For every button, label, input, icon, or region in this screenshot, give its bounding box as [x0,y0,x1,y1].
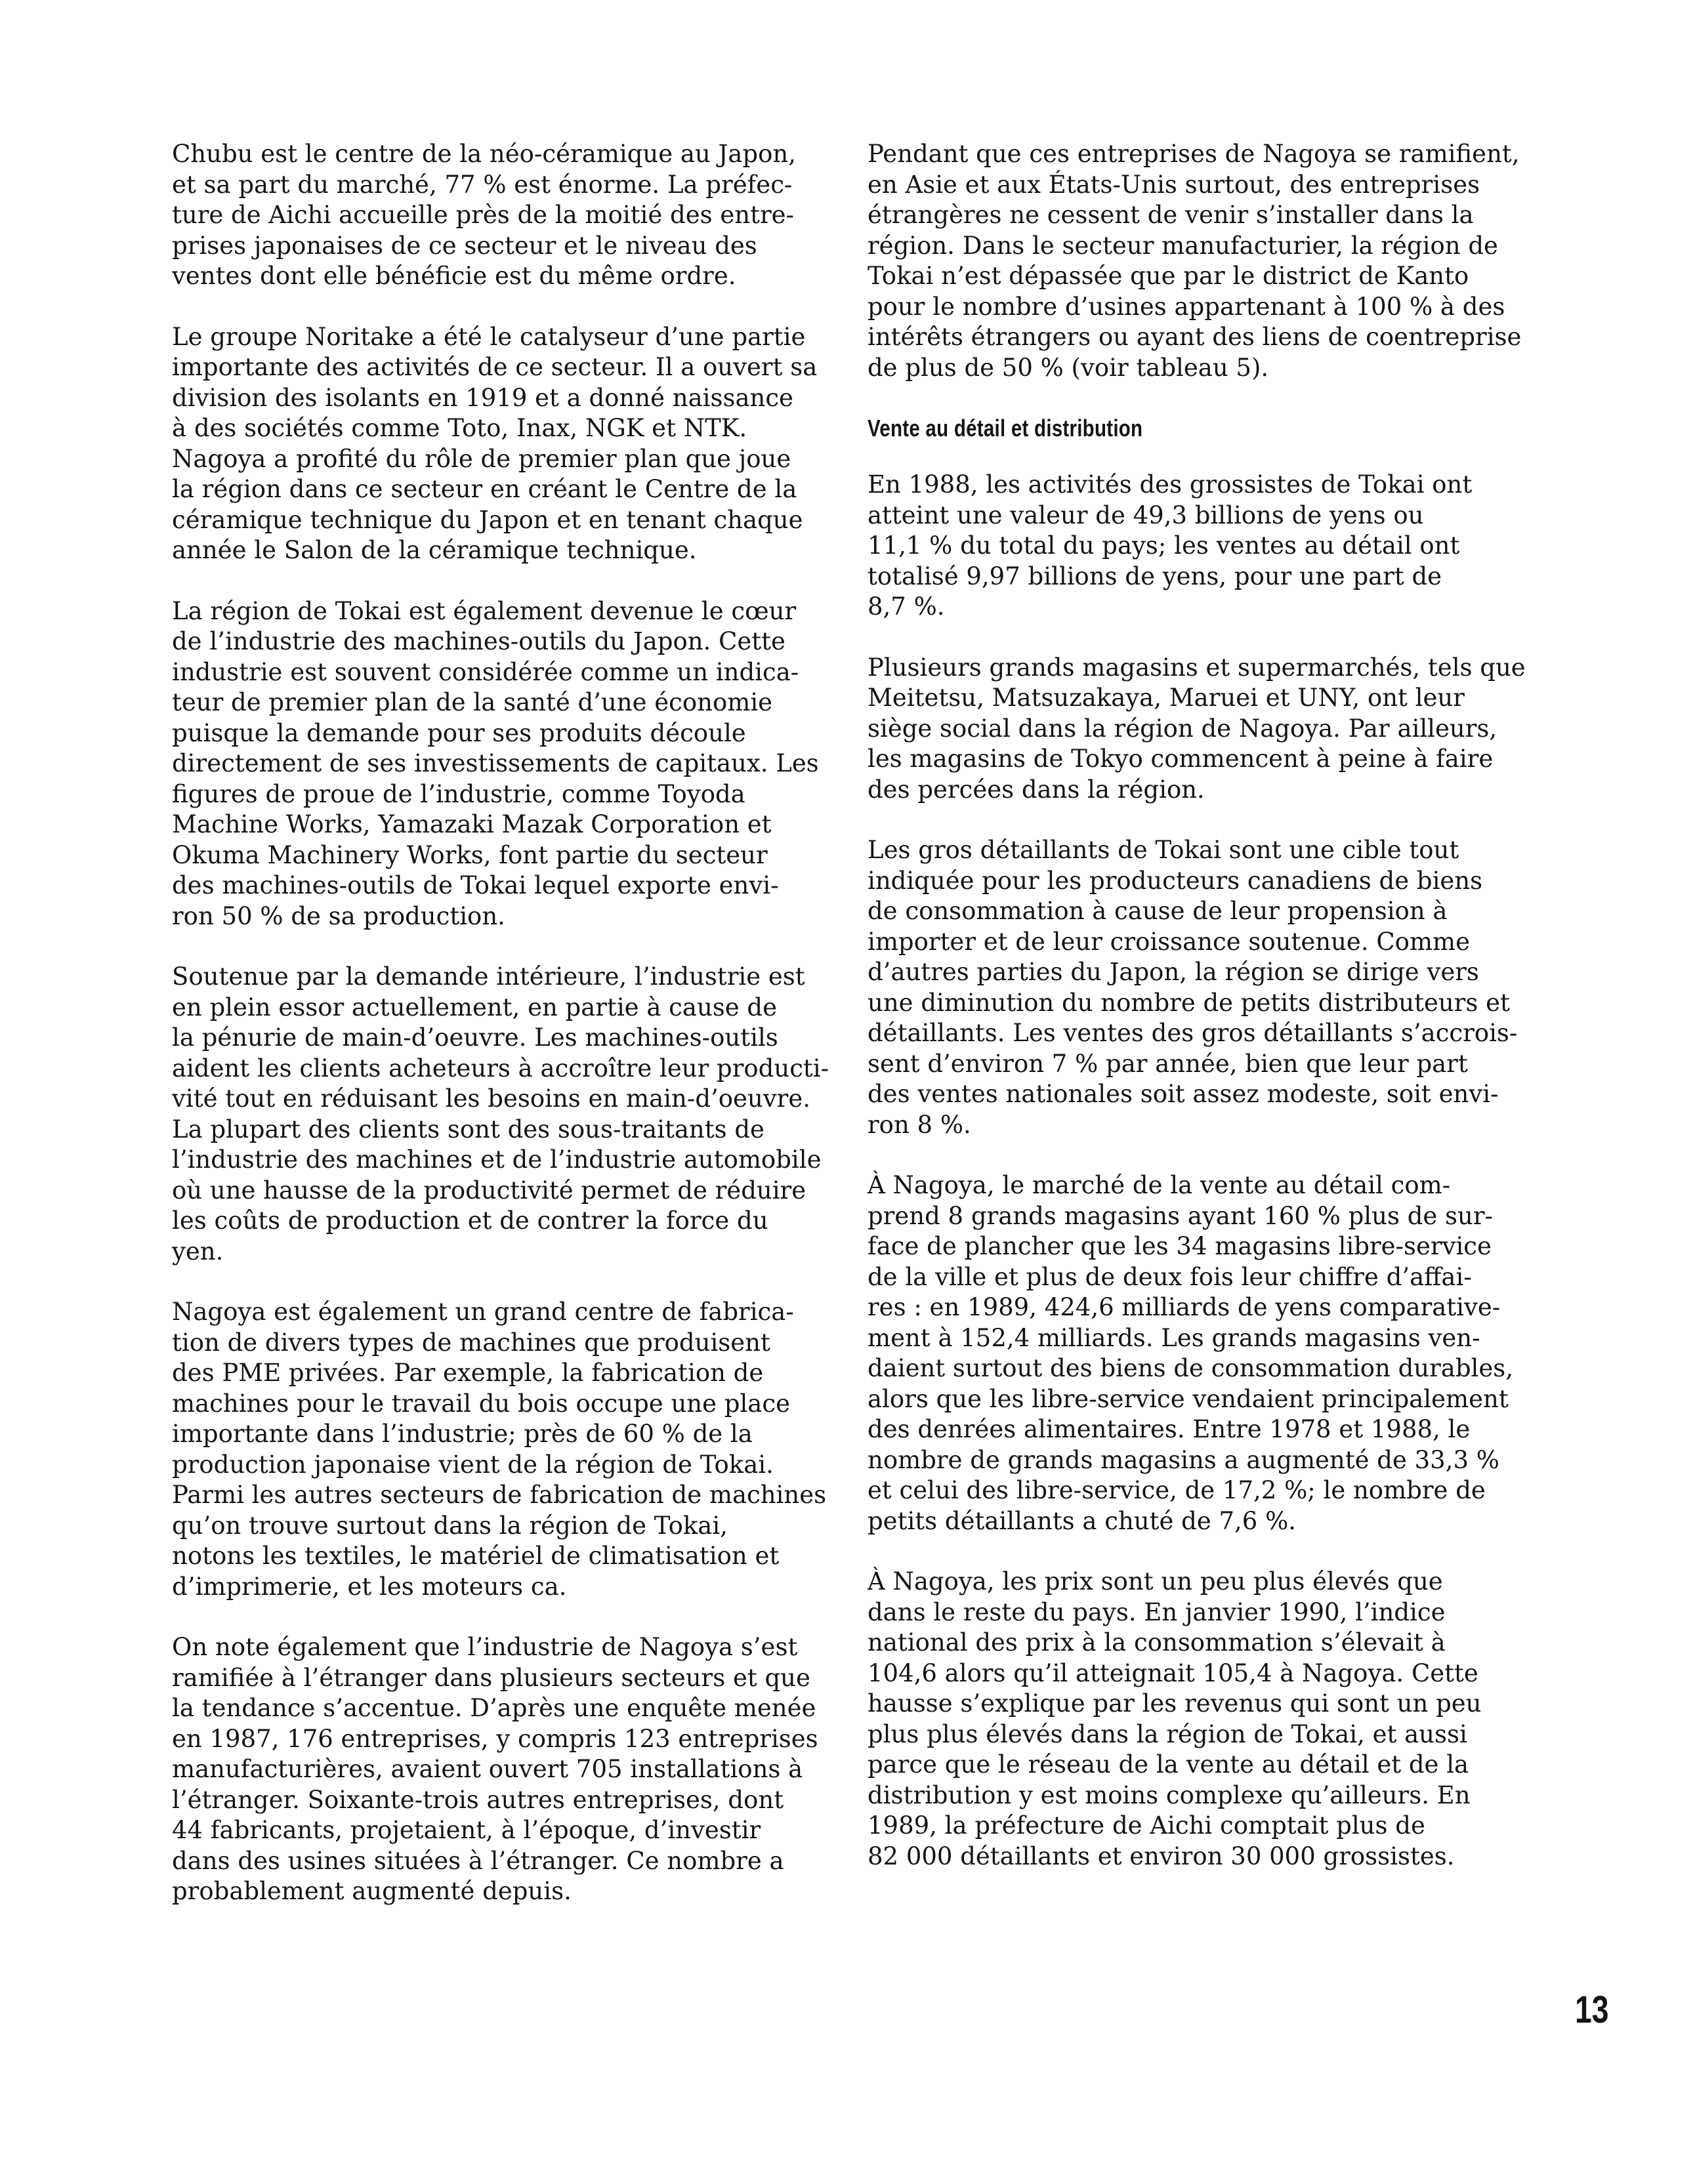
paragraph-grossistes: En 1988, les activités des grossistes de Tokai ont atteint une valeur de 49,3 billions de yens ou 11,1 % du total du pays; les ventes au détail ont totalisé 9,97 billions de yens, pour une part de 8,7 %. [868,470,1473,621]
page-number: 13 [1575,1988,1609,2031]
paragraph-fabrication-machines: Nagoya est également un grand centre de fabrica- tion de divers types de machines que produisent des PME privées. Par exemple, la fabrication de machines pour le travail du bois occupe une place importante dans l’industrie; près de 60 % de la production japonaise vient de la région de Tokai. Parmi les autres secteurs de fabrication de machines qu’on trouve surtout dans la région de Tokai, notons les textiles, le matériel de climatisation et d’imprimerie, et les moteurs ca. [172,1298,827,1601]
paragraph-demande-interieure: Soutenue par la demande intérieure, l’industrie est en plein essor actuellement, en partie à cause de la pénurie de main-d’oeuvre. Les machines-outils aident les clients acheteurs à accroître leur producti- vité tout en réduisant les besoins en main-d’oeuvre. La plupart des clients sont des sous-traitants de l’industrie des machines et de l’industrie automobile où une hausse de la productivité permet de réduire les coûts de production et de contrer la force du yen. [172,962,829,1266]
paragraph-ramification-etranger: On note également que l’industrie de Nagoya s’est ramifiée à l’étranger dans plusieurs secteurs et que la tendance s’accentue. D’après une enquête menée en 1987, 176 entreprises, y compris 123 entreprises manufacturières, avaient ouvert 705 installations à l’étranger. Soixante-trois autres entreprises, dont 44 fabricants, projetaient, à l’époque, d’investir dans des usines situées à l’étranger. Ce nombre a probablement augmenté depuis. [172,1633,818,1905]
paragraph-marche-vente-detail: À Nagoya, le marché de la vente au détail com- prend 8 grands magasins ayant 160 % plus de sur- face de plancher que les 34 magasins libre-service de la ville et plus de deux fois leur chiffre d’affai- res : en 1989, 424,6 milliards de yens comparative- ment à 152,4 milliards. Les grands magasins ven- daient surtout des biens de consommation durables, alors que les libre-service vendaient principalement des denrées alimentaires. Entre 1978 et 1988, le nombre de grands magasins a augmenté de 33,3 % et celui des libre-service, de 17,2 %; le nombre de petits détaillants a chuté de 7,6 %. [868,1171,1514,1535]
paragraph-noritake: Le groupe Noritake a été le catalyseur d’une partie importante des activités de ce secteur. Il a ouvert sa division des isolants en 1919 et a donné naissance à des sociétés comme Toto, Inax, NGK et NTK. Nagoya a profité du rôle de premier plan que joue la région dans ce secteur en créant le Centre de la céramique technique du Japon et en tenant chaque année le Salon de la céramique technique. [172,322,818,564]
paragraph-prix-nagoya: À Nagoya, les prix sont un peu plus élevés que dans le reste du pays. En janvier 1990, l’indice national des prix à la consommation s’élevait à 104,6 alors qu’il atteignait 105,4 à Nagoya. Cette hausse s’explique par les revenus qui sont un peu plus plus élevés dans la région de Tokai, et aussi parce que le réseau de la vente au détail et de la distribution y est moins complexe qu’ailleurs. En 1989, la préfecture de Aichi comptait plus de 82 000 détaillants et environ 30 000 grossistes. [868,1567,1482,1870]
paragraph-grands-magasins: Plusieurs grands magasins et supermarchés, tels que Meitetsu, Matsuzakaya, Maruei et UNY, ont leur siège social dans la région de Nagoya. Par ailleurs, les magasins de Tokyo commencent à peine à faire des percées dans la région. [868,653,1526,804]
paragraph-gros-detaillants: Les gros détaillants de Tokai sont une cible tout indiquée pour les producteurs canadiens de biens de consommation à cause de leur propension à importer et de leur croissance soutenue. Comme d’autres parties du Japon, la région se dirige vers une diminution du nombre de petits distributeurs et détaillants. Les ventes des gros détaillants s’accrois- sent d’environ 7 % par année, bien que leur part des ventes nationales soit assez modeste, soit envi- ron 8 %. [868,836,1518,1139]
right-column [868,139,1543,1902]
section-heading: Vente au détail et distribution [868,415,1143,442]
paragraph-entreprises-etrangeres: Pendant que ces entreprises de Nagoya se ramifient, en Asie et aux États-Unis surtout, des entreprises étrangères ne cessent de venir s’installer dans la région. Dans le secteur manufacturier, la région de Tokai n’est dépassée que par le district de Kanto pour le nombre d’usines appartenant à 100 % à des intérêts étrangers ou ayant des liens de coentreprise de plus de 50 % (voir tableau 5). [868,140,1522,382]
paragraph-neo-ceramique: Chubu est le centre de la néo-céramique au Japon, et sa part du marché, 77 % est énorme. La préfec- ture de Aichi accueille près de la moitié des entre- prises japonaises de ce secteur et le niveau des ventes dont elle bénéficie est du même ordre. [172,140,796,290]
paragraph-machines-outils: La région de Tokai est également devenue le cœur de l’industrie des machines-outils du Japon. Cette industrie est souvent considérée comme un indica- teur de premier plan de la santé d’une économie puisque la demande pour ses produits découle directement de ses investissements de capitaux. Les figures de proue de l’industrie, comme Toyoda Machine Works, Yamazaki Mazak Corporation et Okuma Machinery Works, font partie du secteur des machines-outils de Tokai lequel exporte envi- ron 50 % de sa production. [172,596,819,930]
left-column [172,139,848,1937]
